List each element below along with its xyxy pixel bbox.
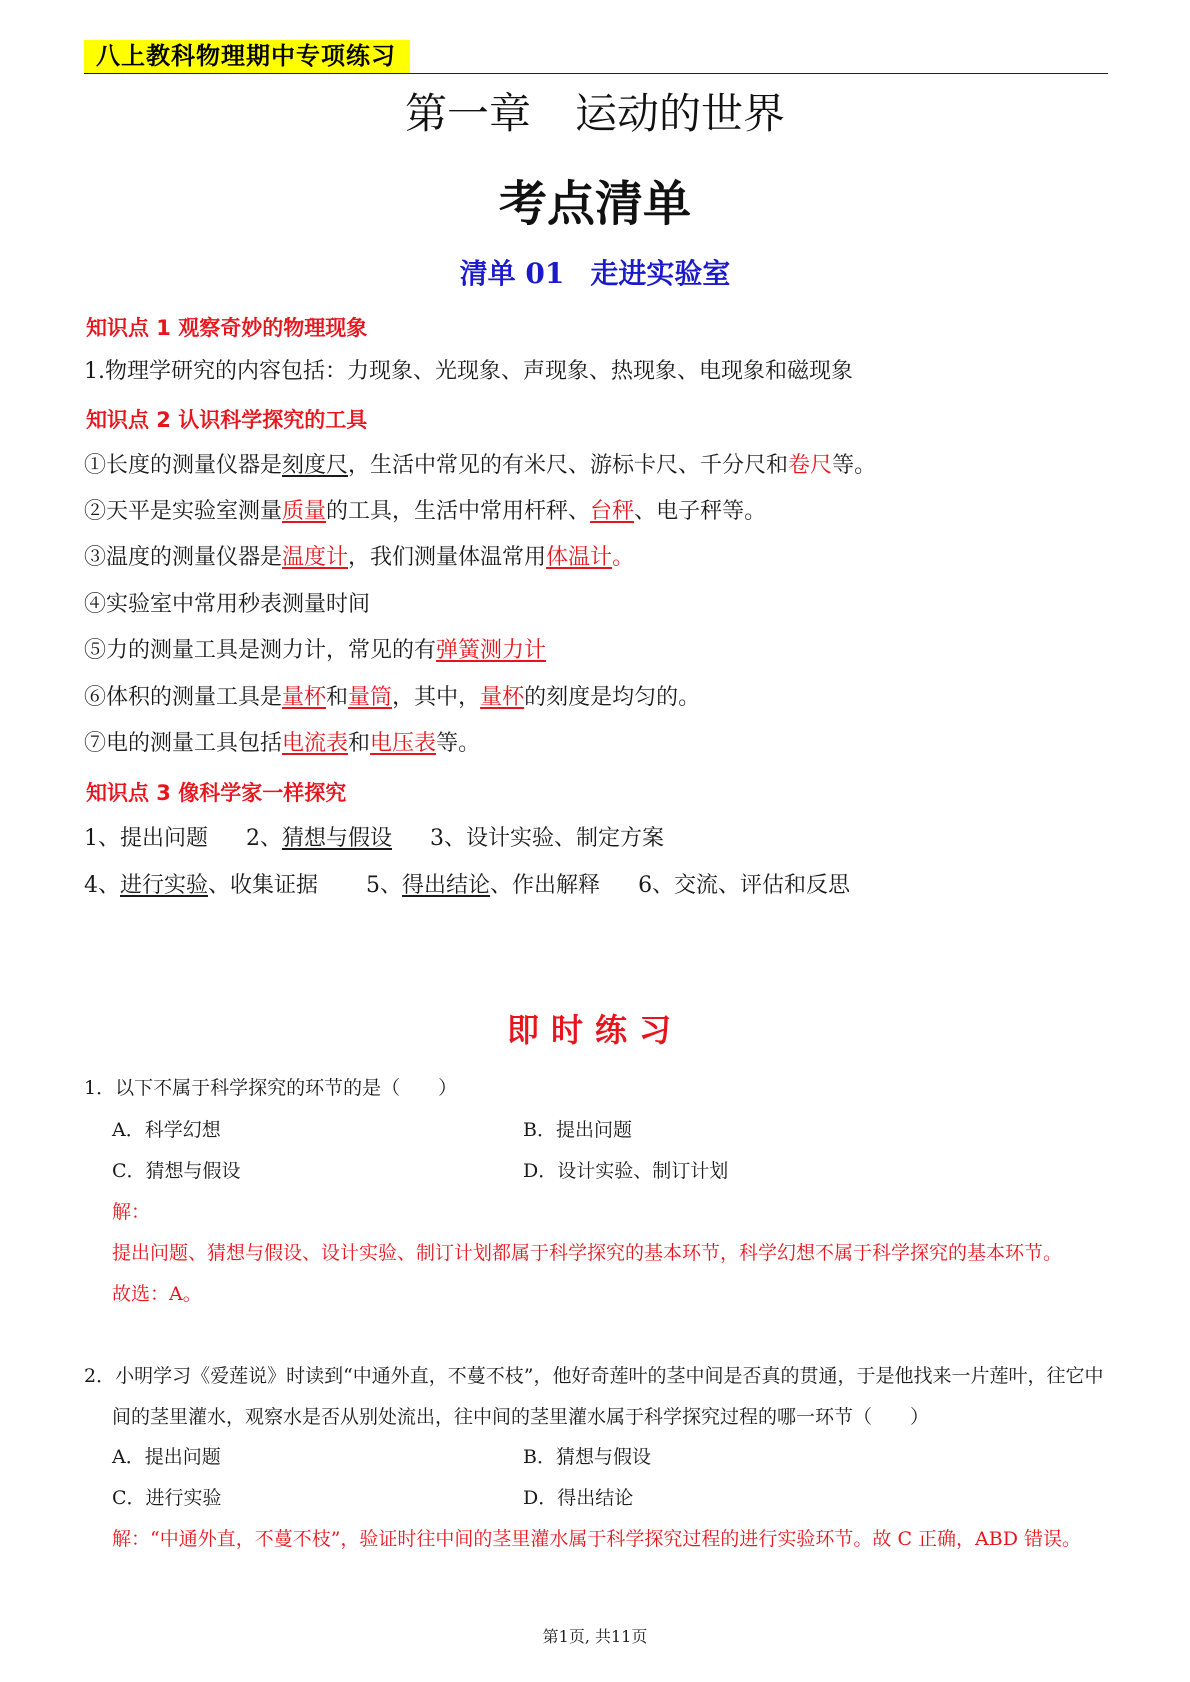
answer-label: 解： [112,1201,151,1223]
step-5-rest: 、作出解释 [490,873,601,898]
question-1-option-c: C．猜想与假设 [112,1160,241,1182]
question-2-stem: 2．小明学习《爱莲说》时读到“中通外直，不蔓不枝”，他好奇莲叶的茎中间是否真的贯通，于是他找来一片莲叶，往它中间的茎里灌水，观察水是否从别处流出，往中间的茎里灌水属于科学探究过程的哪一环节（ ） [84,1365,1104,1428]
page-footer: 第1页, 共11页 [542,1627,648,1646]
answer-term: 电压表 [370,731,437,756]
kp3-heading: 知识点 3 像科学家一样探究 [86,781,347,805]
step-4-rest: 、收集证据 [208,873,319,898]
kp2-line-2 [84,496,766,528]
kp2-line-1 [84,450,876,482]
text-run: ⑤力的测量工具是测力计，常见的有 [84,638,437,663]
step-6: 6、交流、评估和反思 [638,873,851,898]
chapter-name: 运动的世界 [575,89,786,138]
question-1 [84,1068,1108,1109]
step-2-number: 2、 [246,826,282,851]
question-1-option-d: D．设计实验、制订计划 [523,1160,729,1182]
chapter-prefix: 第一章 [404,89,531,138]
text-run: 和 [326,685,349,710]
answer-term: 温度计 [282,545,349,570]
kp2-line-7 [84,728,480,760]
answer-term: 台秤 [590,499,635,524]
kp2-heading: 知识点 2 认识科学探究的工具 [86,408,368,432]
header-rule [84,73,1108,74]
answer-explanation: 提出问题、猜想与假设、设计实验、制订计划都属于科学探究的基本环节，科学幻想不属于科学探究的基本环节。 [112,1242,1063,1264]
step-4-number: 4、 [84,873,120,898]
question-2-option-b: B．猜想与假设 [523,1446,651,1468]
question-2-option-c: C．进行实验 [112,1487,222,1509]
answer-term: 量杯 [282,685,327,710]
question-1-stem: 1．以下不属于科学探究的环节的是（ ） [84,1077,458,1099]
chapter-title [0,84,1190,144]
sub-title-name: 走进实验室 [590,257,731,290]
kp2-line-3 [84,542,634,574]
question-1-answer [112,1192,1108,1315]
text-run: 等。 [832,453,877,478]
step-2-term: 猜想与假设 [282,826,393,851]
answer-term: 量筒 [348,685,393,710]
question-2-answer: 解：“中通外直，不蔓不枝”，验证时往中间的茎里灌水属于科学探究过程的进行实验环节。故 C 正确，ABD 错误。 [112,1528,1082,1550]
question-2-option-d: D．得出结论 [523,1487,634,1509]
answer-term: 电流表 [282,731,349,756]
kp2-line-5 [84,635,546,667]
answer-term: 弹簧测力计 [436,638,547,663]
text-run: 的工具，生活中常用杆秤、 [326,499,591,524]
text-run: 、电子秤等。 [634,499,767,524]
text-run: ②天平是实验室测量 [84,499,283,524]
kp2-line-6 [84,682,700,714]
step-3: 3、设计实验、制定方案 [430,826,665,851]
kp3-row-2 [84,870,850,902]
kp1-line-1: 1.物理学研究的内容包括：力现象、光现象、声现象、热现象、电现象和磁现象 [84,359,853,384]
text-run: ①长度的测量仪器是 [84,453,283,478]
text-run: ，其中， [392,685,481,710]
kp3-row-1 [84,823,664,855]
kp1-heading: 知识点 1 观察奇妙的物理现象 [86,316,368,340]
kp2-line-4: ④实验室中常用秒表测量时间 [84,592,371,617]
step-4-term: 进行实验 [120,873,209,898]
text-run: ，生活中常见的有米尺、游标卡尺、千分尺和 [348,453,789,478]
answer-choice: 故选：A。 [112,1283,202,1305]
practice-title: 即时练习 [506,1011,683,1049]
question-2-option-a: A．提出问题 [112,1446,221,1468]
answer-term: 量杯 [480,685,525,710]
header-tag: 八上教科物理期中专项练习 [84,40,410,73]
text-run: ③温度的测量仪器是 [84,545,283,570]
text-run: ⑥体积的测量工具是 [84,685,283,710]
sub-title-prefix: 清单 01 [459,257,565,290]
text-run: 的刻度是均匀的。 [524,685,701,710]
text-run: 和 [348,731,371,756]
sub-title [0,254,1190,294]
step-1: 1、提出问题 [84,826,208,851]
question-1-option-a: A．科学幻想 [112,1119,221,1141]
question-2 [84,1356,1108,1438]
highlight-term: 卷尺 [788,453,833,478]
step-5-term: 得出结论 [402,873,491,898]
answer-term: 体温计 [546,545,613,570]
underlined-term: 刻度尺 [282,453,349,478]
question-1-option-b: B．提出问题 [523,1119,632,1141]
text-run: 等。 [436,731,481,756]
text-run: ⑦电的测量工具包括 [84,731,283,756]
answer-term: 质量 [282,499,327,524]
text-run: ，我们测量体温常用 [348,545,547,570]
list-title: 考点清单 [498,176,691,232]
text-run: 。 [612,545,635,570]
step-5-number: 5、 [366,873,403,898]
